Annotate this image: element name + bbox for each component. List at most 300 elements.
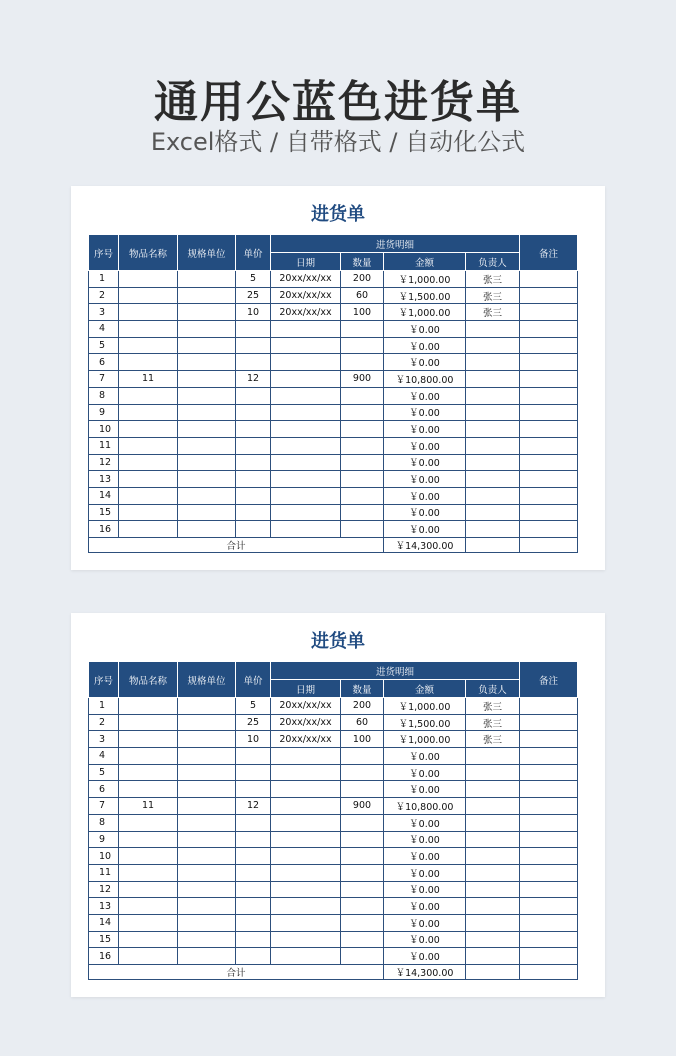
cell-remark[interactable] (520, 487, 578, 504)
cell-spec-unit[interactable] (178, 387, 236, 404)
cell-spec-unit[interactable] (178, 371, 236, 388)
cell-date[interactable] (271, 748, 341, 765)
cell-seq[interactable]: 3 (89, 731, 119, 748)
cell-qty[interactable] (341, 814, 384, 831)
cell-owner[interactable] (466, 948, 520, 965)
cell-spec-unit[interactable] (178, 814, 236, 831)
cell-spec-unit[interactable] (178, 471, 236, 488)
cell-remark[interactable] (520, 914, 578, 931)
cell-seq[interactable]: 15 (89, 504, 119, 521)
cell-spec-unit[interactable] (178, 354, 236, 371)
cell-item-name[interactable] (119, 764, 178, 781)
cell-owner[interactable]: 张三 (466, 304, 520, 321)
cell-date[interactable] (271, 798, 341, 815)
cell-qty[interactable] (341, 387, 384, 404)
cell-spec-unit[interactable] (178, 454, 236, 471)
cell-amount[interactable]: ￥0.00 (384, 948, 466, 965)
cell-unit-price[interactable] (236, 354, 271, 371)
cell-unit-price[interactable]: 10 (236, 731, 271, 748)
cell-unit-price[interactable] (236, 471, 271, 488)
cell-owner[interactable] (466, 748, 520, 765)
cell-spec-unit[interactable] (178, 521, 236, 538)
cell-owner[interactable] (466, 487, 520, 504)
cell-date[interactable] (271, 914, 341, 931)
cell-qty[interactable]: 900 (341, 798, 384, 815)
cell-qty[interactable] (341, 931, 384, 948)
cell-remark[interactable] (520, 354, 578, 371)
cell-seq[interactable]: 6 (89, 781, 119, 798)
cell-unit-price[interactable] (236, 454, 271, 471)
cell-seq[interactable]: 6 (89, 354, 119, 371)
header-spec-unit: 规格单位 (178, 662, 236, 698)
cell-amount[interactable]: ￥0.00 (384, 914, 466, 931)
cell-qty[interactable] (341, 321, 384, 338)
cell-remark[interactable] (520, 748, 578, 765)
cell-amount[interactable]: ￥0.00 (384, 881, 466, 898)
total-label[interactable]: 合计 (89, 538, 384, 553)
cell-item-name[interactable] (119, 864, 178, 881)
cell-amount[interactable]: ￥1,500.00 (384, 287, 466, 304)
cell-remark[interactable] (520, 271, 578, 288)
cell-qty[interactable] (341, 914, 384, 931)
cell-qty[interactable]: 60 (341, 714, 384, 731)
cell-remark[interactable] (520, 337, 578, 354)
cell-seq[interactable]: 5 (89, 764, 119, 781)
cell-spec-unit[interactable] (178, 698, 236, 715)
cell-date[interactable]: 20xx/xx/xx (271, 271, 341, 288)
cell-unit-price[interactable]: 12 (236, 798, 271, 815)
cell-spec-unit[interactable] (178, 881, 236, 898)
cell-unit-price[interactable] (236, 781, 271, 798)
cell-amount[interactable]: ￥0.00 (384, 337, 466, 354)
cell-seq[interactable]: 15 (89, 931, 119, 948)
cell-seq[interactable]: 13 (89, 898, 119, 915)
cell-item-name[interactable] (119, 287, 178, 304)
cell-spec-unit[interactable] (178, 731, 236, 748)
cell-owner[interactable] (466, 471, 520, 488)
cell-owner[interactable] (466, 898, 520, 915)
cell-qty[interactable] (341, 437, 384, 454)
cell-item-name[interactable] (119, 714, 178, 731)
cell-remark[interactable] (520, 931, 578, 948)
cell-unit-price[interactable]: 25 (236, 287, 271, 304)
cell-unit-price[interactable] (236, 948, 271, 965)
cell-unit-price[interactable] (236, 404, 271, 421)
cell-seq[interactable]: 10 (89, 848, 119, 865)
cell-amount[interactable]: ￥0.00 (384, 764, 466, 781)
cell-date[interactable] (271, 471, 341, 488)
cell-date[interactable] (271, 848, 341, 865)
cell-qty[interactable]: 100 (341, 304, 384, 321)
cell-qty[interactable] (341, 354, 384, 371)
cell-spec-unit[interactable] (178, 421, 236, 438)
cell-remark[interactable] (520, 521, 578, 538)
total-amount[interactable]: ￥14,300.00 (384, 965, 466, 980)
cell-date[interactable] (271, 321, 341, 338)
cell-unit-price[interactable] (236, 881, 271, 898)
cell-date[interactable]: 20xx/xx/xx (271, 698, 341, 715)
cell-amount[interactable]: ￥0.00 (384, 864, 466, 881)
cell-seq[interactable]: 13 (89, 471, 119, 488)
cell-owner[interactable] (466, 781, 520, 798)
cell-spec-unit[interactable] (178, 714, 236, 731)
cell-qty[interactable] (341, 454, 384, 471)
cell-remark[interactable] (520, 321, 578, 338)
cell-date[interactable] (271, 487, 341, 504)
cell-unit-price[interactable] (236, 337, 271, 354)
cell-item-name[interactable] (119, 521, 178, 538)
cell-spec-unit[interactable] (178, 748, 236, 765)
cell-date[interactable] (271, 437, 341, 454)
cell-unit-price[interactable]: 12 (236, 371, 271, 388)
cell-item-name[interactable] (119, 898, 178, 915)
cell-seq[interactable]: 9 (89, 404, 119, 421)
cell-remark[interactable] (520, 371, 578, 388)
cell-item-name[interactable] (119, 881, 178, 898)
cell-unit-price[interactable] (236, 504, 271, 521)
cell-remark[interactable] (520, 304, 578, 321)
cell-amount[interactable]: ￥0.00 (384, 521, 466, 538)
cell-date[interactable] (271, 814, 341, 831)
cell-item-name[interactable] (119, 487, 178, 504)
cell-qty[interactable]: 200 (341, 698, 384, 715)
cell-unit-price[interactable] (236, 764, 271, 781)
cell-item-name[interactable] (119, 948, 178, 965)
cell-amount[interactable]: ￥0.00 (384, 387, 466, 404)
cell-spec-unit[interactable] (178, 404, 236, 421)
cell-unit-price[interactable] (236, 914, 271, 931)
cell-unit-price[interactable] (236, 898, 271, 915)
cell-seq[interactable]: 9 (89, 831, 119, 848)
cell-seq[interactable]: 8 (89, 387, 119, 404)
cell-date[interactable]: 20xx/xx/xx (271, 731, 341, 748)
cell-amount[interactable]: ￥0.00 (384, 898, 466, 915)
cell-owner[interactable] (466, 764, 520, 781)
cell-unit-price[interactable] (236, 814, 271, 831)
cell-unit-price[interactable] (236, 748, 271, 765)
cell-qty[interactable] (341, 487, 384, 504)
cell-seq[interactable]: 14 (89, 487, 119, 504)
cell-date[interactable]: 20xx/xx/xx (271, 287, 341, 304)
cell-remark[interactable] (520, 731, 578, 748)
cell-remark[interactable] (520, 798, 578, 815)
cell-unit-price[interactable]: 25 (236, 714, 271, 731)
cell-remark[interactable] (520, 714, 578, 731)
cell-seq[interactable]: 4 (89, 321, 119, 338)
total-remark-cell[interactable] (520, 538, 578, 553)
cell-owner[interactable] (466, 321, 520, 338)
cell-amount[interactable]: ￥0.00 (384, 781, 466, 798)
cell-item-name[interactable]: 11 (119, 371, 178, 388)
cell-owner[interactable] (466, 354, 520, 371)
cell-item-name[interactable] (119, 731, 178, 748)
cell-amount[interactable]: ￥1,000.00 (384, 698, 466, 715)
cell-owner[interactable] (466, 504, 520, 521)
cell-seq[interactable]: 2 (89, 287, 119, 304)
cell-seq[interactable]: 8 (89, 814, 119, 831)
cell-item-name[interactable] (119, 504, 178, 521)
cell-amount[interactable]: ￥0.00 (384, 748, 466, 765)
cell-date[interactable] (271, 354, 341, 371)
cell-amount[interactable]: ￥0.00 (384, 454, 466, 471)
cell-date[interactable] (271, 387, 341, 404)
cell-qty[interactable] (341, 881, 384, 898)
cell-date[interactable] (271, 421, 341, 438)
cell-qty[interactable] (341, 471, 384, 488)
cell-qty[interactable]: 200 (341, 271, 384, 288)
cell-date[interactable] (271, 831, 341, 848)
cell-seq[interactable]: 11 (89, 864, 119, 881)
cell-unit-price[interactable] (236, 421, 271, 438)
cell-amount[interactable]: ￥1,500.00 (384, 714, 466, 731)
cell-spec-unit[interactable] (178, 781, 236, 798)
cell-amount[interactable]: ￥0.00 (384, 437, 466, 454)
cell-spec-unit[interactable] (178, 914, 236, 931)
cell-amount[interactable]: ￥1,000.00 (384, 731, 466, 748)
cell-unit-price[interactable]: 10 (236, 304, 271, 321)
cell-remark[interactable] (520, 898, 578, 915)
cell-date[interactable] (271, 504, 341, 521)
cell-date[interactable] (271, 864, 341, 881)
cell-unit-price[interactable]: 5 (236, 698, 271, 715)
cell-item-name[interactable] (119, 914, 178, 931)
cell-item-name[interactable] (119, 848, 178, 865)
cell-unit-price[interactable] (236, 931, 271, 948)
cell-qty[interactable]: 60 (341, 287, 384, 304)
cell-amount[interactable]: ￥0.00 (384, 831, 466, 848)
cell-qty[interactable] (341, 337, 384, 354)
sheet-card-1 (71, 186, 605, 570)
total-remark-cell[interactable] (520, 965, 578, 980)
table-row (89, 471, 578, 488)
cell-unit-price[interactable] (236, 321, 271, 338)
cell-date[interactable]: 20xx/xx/xx (271, 304, 341, 321)
cell-item-name[interactable]: 11 (119, 798, 178, 815)
cell-owner[interactable]: 张三 (466, 287, 520, 304)
cell-seq[interactable]: 5 (89, 337, 119, 354)
cell-owner[interactable] (466, 864, 520, 881)
cell-owner[interactable]: 张三 (466, 714, 520, 731)
cell-remark[interactable] (520, 287, 578, 304)
cell-owner[interactable]: 张三 (466, 698, 520, 715)
cell-remark[interactable] (520, 814, 578, 831)
cell-spec-unit[interactable] (178, 337, 236, 354)
cell-spec-unit[interactable] (178, 948, 236, 965)
cell-spec-unit[interactable] (178, 321, 236, 338)
cell-date[interactable] (271, 948, 341, 965)
cell-owner[interactable] (466, 421, 520, 438)
cell-seq[interactable]: 7 (89, 371, 119, 388)
cell-owner[interactable] (466, 831, 520, 848)
cell-unit-price[interactable] (236, 521, 271, 538)
cell-amount[interactable]: ￥1,000.00 (384, 304, 466, 321)
cell-remark[interactable] (520, 848, 578, 865)
cell-date[interactable] (271, 898, 341, 915)
cell-seq[interactable]: 12 (89, 881, 119, 898)
cell-spec-unit[interactable] (178, 304, 236, 321)
cell-amount[interactable]: ￥0.00 (384, 471, 466, 488)
total-owner-cell[interactable] (466, 538, 520, 553)
cell-owner[interactable] (466, 914, 520, 931)
cell-amount[interactable]: ￥0.00 (384, 404, 466, 421)
total-amount[interactable]: ￥14,300.00 (384, 538, 466, 553)
cell-seq[interactable]: 14 (89, 914, 119, 931)
cell-owner[interactable] (466, 931, 520, 948)
cell-remark[interactable] (520, 404, 578, 421)
cell-qty[interactable] (341, 504, 384, 521)
cell-unit-price[interactable] (236, 864, 271, 881)
cell-amount[interactable]: ￥0.00 (384, 487, 466, 504)
cell-qty[interactable] (341, 831, 384, 848)
cell-spec-unit[interactable] (178, 504, 236, 521)
cell-amount[interactable]: ￥10,800.00 (384, 371, 466, 388)
cell-item-name[interactable] (119, 471, 178, 488)
cell-item-name[interactable] (119, 698, 178, 715)
cell-qty[interactable] (341, 898, 384, 915)
cell-owner[interactable] (466, 814, 520, 831)
cell-spec-unit[interactable] (178, 798, 236, 815)
cell-unit-price[interactable] (236, 831, 271, 848)
cell-owner[interactable] (466, 798, 520, 815)
cell-remark[interactable] (520, 864, 578, 881)
cell-qty[interactable] (341, 764, 384, 781)
cell-remark[interactable] (520, 504, 578, 521)
cell-remark[interactable] (520, 698, 578, 715)
cell-owner[interactable] (466, 404, 520, 421)
cell-owner[interactable] (466, 881, 520, 898)
cell-spec-unit[interactable] (178, 931, 236, 948)
cell-item-name[interactable] (119, 404, 178, 421)
cell-qty[interactable] (341, 404, 384, 421)
cell-remark[interactable] (520, 764, 578, 781)
cell-owner[interactable] (466, 371, 520, 388)
cell-seq[interactable]: 7 (89, 798, 119, 815)
cell-remark[interactable] (520, 781, 578, 798)
cell-date[interactable]: 20xx/xx/xx (271, 714, 341, 731)
cell-date[interactable] (271, 454, 341, 471)
cell-owner[interactable] (466, 337, 520, 354)
cell-qty[interactable] (341, 421, 384, 438)
cell-owner[interactable] (466, 521, 520, 538)
cell-item-name[interactable] (119, 454, 178, 471)
cell-owner[interactable] (466, 454, 520, 471)
cell-spec-unit[interactable] (178, 831, 236, 848)
cell-remark[interactable] (520, 421, 578, 438)
cell-remark[interactable] (520, 831, 578, 848)
cell-remark[interactable] (520, 454, 578, 471)
cell-qty[interactable] (341, 781, 384, 798)
cell-qty[interactable] (341, 948, 384, 965)
cell-owner[interactable] (466, 437, 520, 454)
cell-item-name[interactable] (119, 931, 178, 948)
cell-amount[interactable]: ￥0.00 (384, 931, 466, 948)
cell-seq[interactable]: 2 (89, 714, 119, 731)
cell-amount[interactable]: ￥0.00 (384, 354, 466, 371)
cell-spec-unit[interactable] (178, 271, 236, 288)
cell-remark[interactable] (520, 387, 578, 404)
cell-item-name[interactable] (119, 831, 178, 848)
cell-item-name[interactable] (119, 421, 178, 438)
cell-qty[interactable] (341, 521, 384, 538)
cell-spec-unit[interactable] (178, 764, 236, 781)
cell-item-name[interactable] (119, 781, 178, 798)
cell-remark[interactable] (520, 881, 578, 898)
header-owner: 负责人 (466, 680, 520, 698)
cell-seq[interactable]: 1 (89, 698, 119, 715)
cell-seq[interactable]: 16 (89, 521, 119, 538)
cell-qty[interactable] (341, 848, 384, 865)
cell-seq[interactable]: 16 (89, 948, 119, 965)
cell-date[interactable] (271, 337, 341, 354)
cell-date[interactable] (271, 371, 341, 388)
cell-spec-unit[interactable] (178, 864, 236, 881)
cell-spec-unit[interactable] (178, 848, 236, 865)
cell-unit-price[interactable] (236, 437, 271, 454)
cell-owner[interactable] (466, 387, 520, 404)
cell-qty[interactable] (341, 748, 384, 765)
cell-remark[interactable] (520, 471, 578, 488)
cell-seq[interactable]: 10 (89, 421, 119, 438)
cell-item-name[interactable] (119, 748, 178, 765)
cell-seq[interactable]: 12 (89, 454, 119, 471)
cell-item-name[interactable] (119, 321, 178, 338)
cell-qty[interactable] (341, 864, 384, 881)
cell-qty[interactable]: 100 (341, 731, 384, 748)
cell-spec-unit[interactable] (178, 487, 236, 504)
cell-amount[interactable]: ￥0.00 (384, 814, 466, 831)
cell-item-name[interactable] (119, 337, 178, 354)
cell-date[interactable] (271, 881, 341, 898)
cell-unit-price[interactable] (236, 487, 271, 504)
cell-amount[interactable]: ￥0.00 (384, 421, 466, 438)
cell-date[interactable] (271, 931, 341, 948)
cell-owner[interactable] (466, 848, 520, 865)
cell-item-name[interactable] (119, 814, 178, 831)
cell-seq[interactable]: 4 (89, 748, 119, 765)
cell-date[interactable] (271, 764, 341, 781)
cell-item-name[interactable] (119, 304, 178, 321)
cell-amount[interactable]: ￥0.00 (384, 321, 466, 338)
cell-owner[interactable]: 张三 (466, 271, 520, 288)
cell-seq[interactable]: 1 (89, 271, 119, 288)
cell-spec-unit[interactable] (178, 287, 236, 304)
cell-item-name[interactable] (119, 437, 178, 454)
cell-owner[interactable]: 张三 (466, 731, 520, 748)
cell-unit-price[interactable]: 5 (236, 271, 271, 288)
cell-amount[interactable]: ￥0.00 (384, 848, 466, 865)
cell-item-name[interactable] (119, 271, 178, 288)
cell-qty[interactable]: 900 (341, 371, 384, 388)
cell-amount[interactable]: ￥0.00 (384, 504, 466, 521)
total-label[interactable]: 合计 (89, 965, 384, 980)
cell-remark[interactable] (520, 437, 578, 454)
cell-unit-price[interactable] (236, 387, 271, 404)
cell-amount[interactable]: ￥1,000.00 (384, 271, 466, 288)
cell-seq[interactable]: 11 (89, 437, 119, 454)
cell-date[interactable] (271, 781, 341, 798)
cell-spec-unit[interactable] (178, 437, 236, 454)
cell-amount[interactable]: ￥10,800.00 (384, 798, 466, 815)
cell-unit-price[interactable] (236, 848, 271, 865)
cell-item-name[interactable] (119, 387, 178, 404)
cell-date[interactable] (271, 521, 341, 538)
cell-remark[interactable] (520, 948, 578, 965)
cell-seq[interactable]: 3 (89, 304, 119, 321)
cell-date[interactable] (271, 404, 341, 421)
cell-spec-unit[interactable] (178, 898, 236, 915)
total-owner-cell[interactable] (466, 965, 520, 980)
cell-item-name[interactable] (119, 354, 178, 371)
